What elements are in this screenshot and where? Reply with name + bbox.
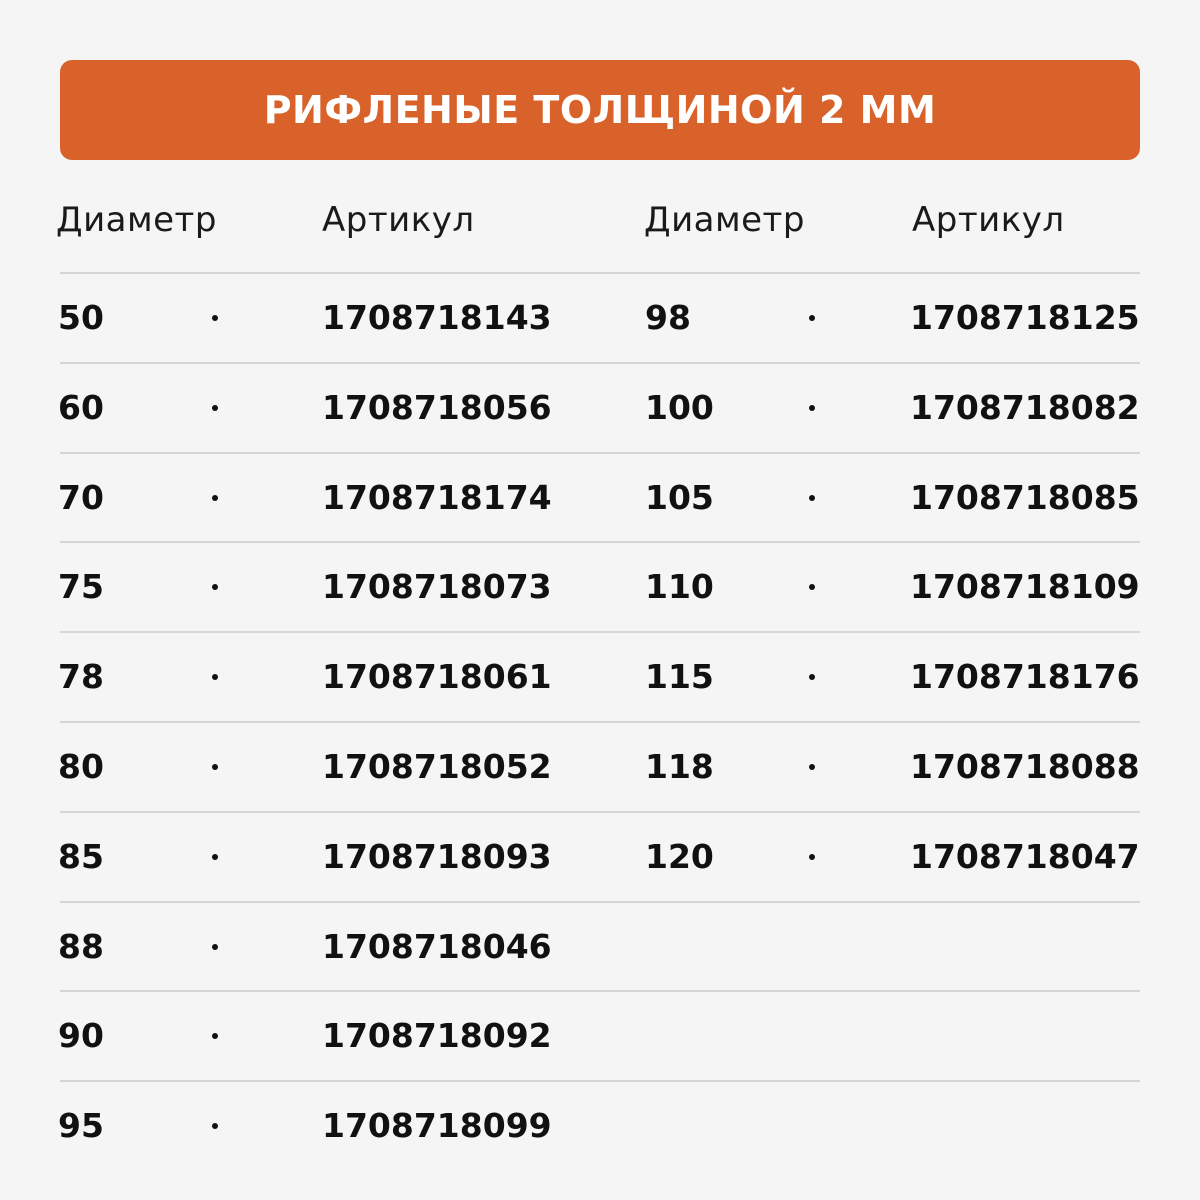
bullet-dot: [212, 1033, 218, 1039]
article-value: 1708718109: [910, 567, 1140, 606]
bullet-dot: [212, 405, 218, 411]
diameter-value: 115: [645, 657, 714, 696]
article-value: 1708718176: [910, 657, 1140, 696]
bullet-dot: [809, 495, 815, 501]
row-divider: [60, 541, 1140, 543]
row-divider: [60, 721, 1140, 723]
article-value: 1708718061: [322, 657, 552, 696]
diameter-value: 70: [58, 478, 104, 517]
article-value: 1708718143: [322, 298, 552, 337]
title-banner: [60, 60, 1140, 160]
bullet-dot: [809, 584, 815, 590]
article-value: 1708718056: [322, 388, 552, 427]
bullet-dot: [809, 405, 815, 411]
diameter-value: 110: [645, 567, 714, 606]
diameter-value: 60: [58, 388, 104, 427]
header-diameter-right: Диаметр: [644, 200, 805, 240]
row-divider: [60, 901, 1140, 903]
bullet-dot: [809, 854, 815, 860]
article-value: 1708718082: [910, 388, 1140, 427]
diameter-value: 75: [58, 567, 104, 606]
article-value: 1708718073: [322, 567, 552, 606]
article-value: 1708718093: [322, 837, 552, 876]
article-value: 1708718047: [910, 837, 1140, 876]
article-value: 1708718099: [322, 1106, 552, 1145]
bullet-dot: [212, 764, 218, 770]
diameter-value: 95: [58, 1106, 104, 1145]
article-value: 1708718174: [322, 478, 552, 517]
row-divider: [60, 990, 1140, 992]
bullet-dot: [212, 315, 218, 321]
article-value: 1708718092: [322, 1016, 552, 1055]
diameter-value: 78: [58, 657, 104, 696]
diameter-value: 100: [645, 388, 714, 427]
article-value: 1708718085: [910, 478, 1140, 517]
row-divider: [60, 811, 1140, 813]
bullet-dot: [212, 944, 218, 950]
article-value: 1708718125: [910, 298, 1140, 337]
diameter-value: 50: [58, 298, 104, 337]
diameter-value: 105: [645, 478, 714, 517]
diameter-value: 85: [58, 837, 104, 876]
row-divider: [60, 631, 1140, 633]
header-diameter-left: Диаметр: [56, 200, 217, 240]
diameter-value: 118: [645, 747, 714, 786]
row-divider: [60, 272, 1140, 274]
diameter-value: 90: [58, 1016, 104, 1055]
bullet-dot: [809, 764, 815, 770]
header-article-left: Артикул: [322, 200, 475, 240]
bullet-dot: [809, 674, 815, 680]
article-value: 1708718052: [322, 747, 552, 786]
diameter-value: 98: [645, 298, 691, 337]
header-article-right: Артикул: [912, 200, 1065, 240]
article-value: 1708718046: [322, 927, 552, 966]
bullet-dot: [212, 584, 218, 590]
bullet-dot: [809, 315, 815, 321]
bullet-dot: [212, 495, 218, 501]
bullet-dot: [212, 1123, 218, 1129]
diameter-value: 120: [645, 837, 714, 876]
row-divider: [60, 362, 1140, 364]
diameter-value: 80: [58, 747, 104, 786]
row-divider: [60, 1080, 1140, 1082]
row-divider: [60, 452, 1140, 454]
page-title: РИФЛЕНЫЕ ТОЛЩИНОЙ 2 ММ: [263, 88, 937, 132]
bullet-dot: [212, 674, 218, 680]
article-value: 1708718088: [910, 747, 1140, 786]
bullet-dot: [212, 854, 218, 860]
diameter-value: 88: [58, 927, 104, 966]
